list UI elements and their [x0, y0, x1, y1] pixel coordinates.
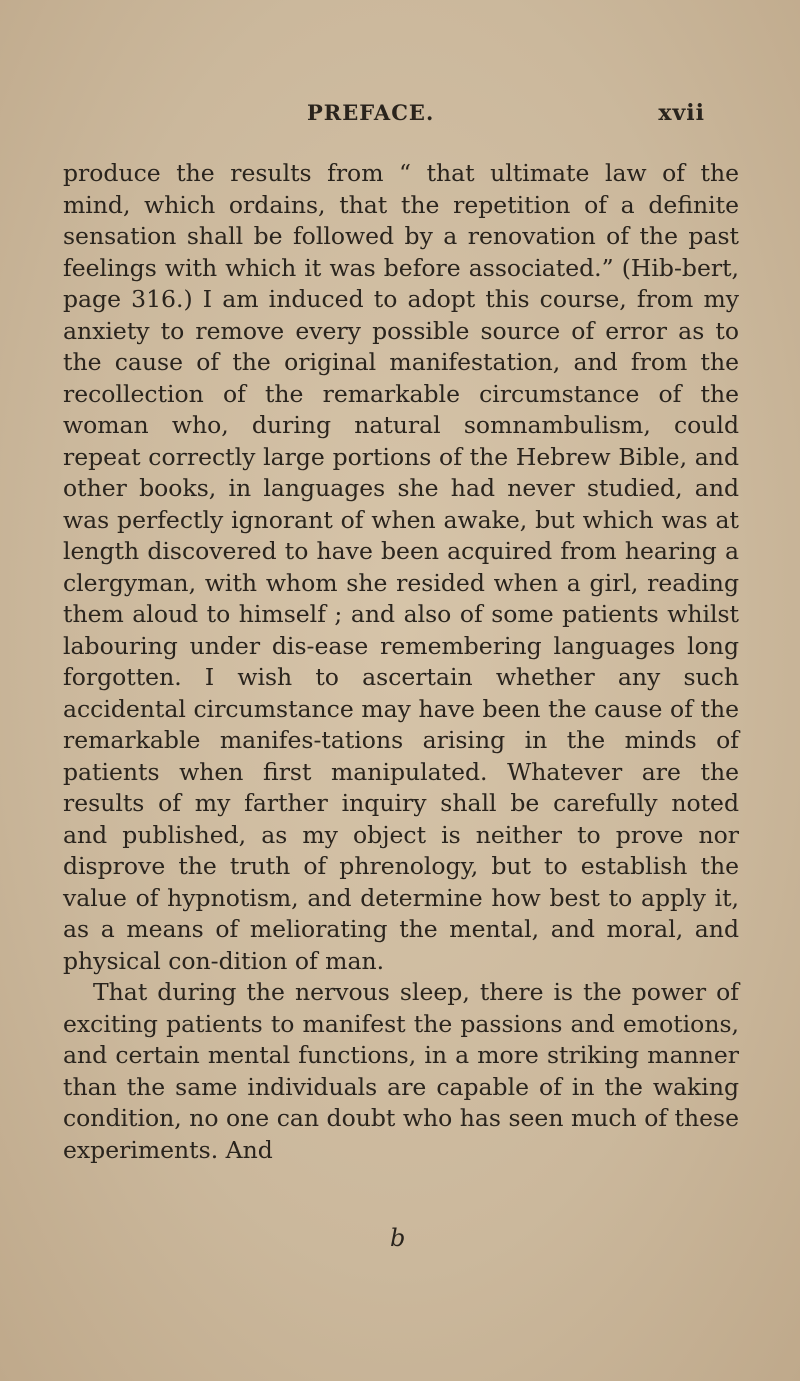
body-text — [63, 158, 739, 1166]
page-header — [255, 100, 715, 140]
page-number: xvii — [658, 100, 705, 126]
paragraph: That during the nervous sleep, there is the power of exciting patients to manifest the passions and emotions, and certain mental functions, in a more striking manner than the same individuals are capable of in the waking condition, no one can doubt who has seen much of these experiments. And — [63, 978, 739, 1164]
running-head: PREFACE. — [307, 100, 435, 125]
paragraph: produce the results from “ that ultimate law of the mind, which ordains, that the repetition of a definite sensation shall be followed by a renovation of the past feelings with which it was before associated.” (Hib-bert, page 316.) I am induced to adopt this course, from my anxiety to remove every possible source of error as to the cause of the original manifestation, and from the recollection of the remarkable circumstance of the woman who, during natural somnambulism, could repeat correctly large portions of the Hebrew Bible, and other books, in languages she had never studied, and was perfectly ignorant of when awake, but which was at length discovered to have been acquired from hearing a clergyman, with whom she resided when a girl, reading them aloud to himself ; and also of some patients whilst labouring under dis-ease remembering languages long forgotten. I wish to ascertain whether any such accidental circumstance may have been the cause of the remarkable manifes-tations arising in the minds of patients when first manipulated. Whatever are the results of my farther inquiry shall be carefully noted and published, as my object is neither to prove nor disprove the truth of phrenology, but to establish the value of hypnotism, and determine how best to apply it, as a means of meliorating the mental, and moral, and physical con-dition of man. — [63, 159, 739, 975]
signature-mark: b — [390, 1224, 406, 1252]
